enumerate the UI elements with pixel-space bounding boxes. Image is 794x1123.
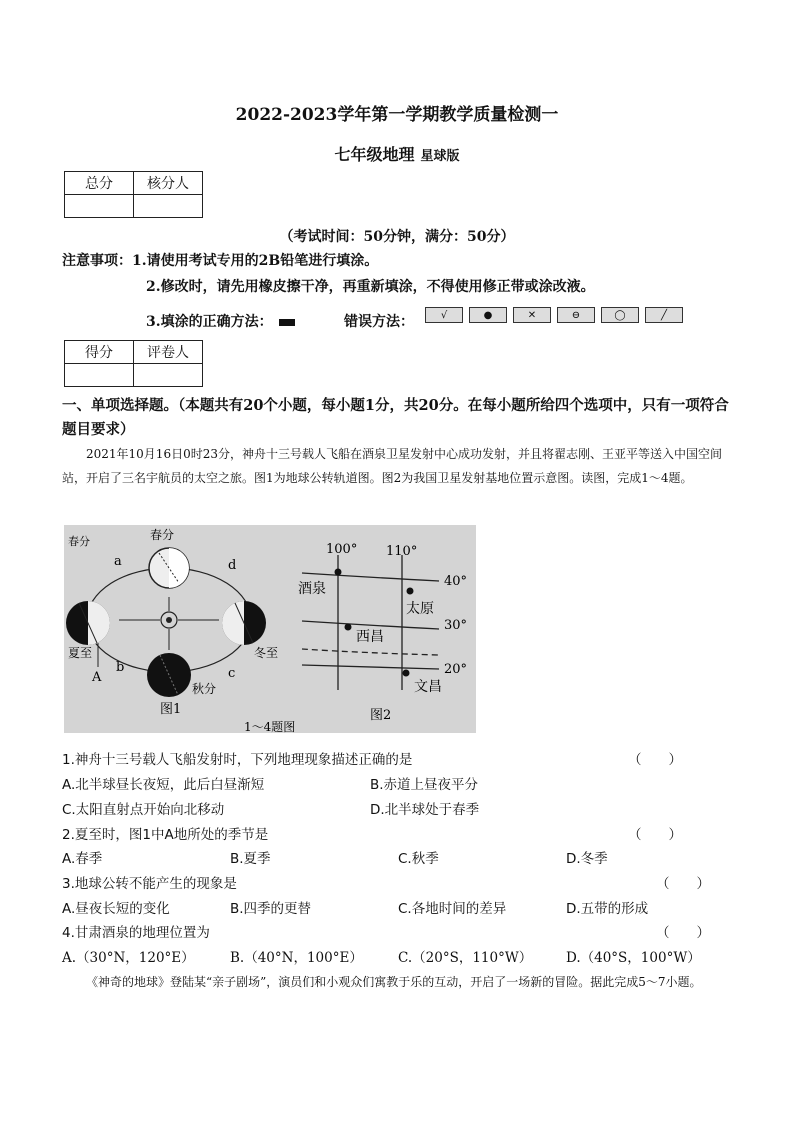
total-score-table (64, 171, 203, 218)
fig1-caption: 图1 (160, 702, 182, 717)
note-3 (146, 311, 295, 331)
edition-label: 星球版 (420, 149, 460, 164)
figure-panel (64, 525, 476, 733)
question-2-answer-paren[interactable]: （ ） (628, 827, 682, 843)
score-header: 得分 (65, 341, 134, 364)
subject-label: 七年级地理 (334, 145, 415, 164)
section-heading: 一、单项选择题。（本题共有20个小题，每小题1分，共20分。在每小题所给四个选项中，只有一项符合题目要求） (62, 397, 729, 438)
question-3-stem: 3.地球公转不能产生的现象是 (62, 876, 237, 892)
fig1-winter: 冬至 (254, 646, 279, 660)
wrong-methods-icons (425, 307, 683, 323)
sun-core (166, 617, 172, 623)
grader-cell[interactable] (134, 364, 203, 387)
q3-option-d[interactable]: D.五带的形成 (566, 901, 649, 917)
score-cell[interactable] (65, 364, 134, 387)
q3-option-b[interactable]: B.四季的更替 (230, 901, 312, 917)
outro-paragraph: 《神奇的地球》登陆某“亲子剧场”，演员们和小观众们寓教于乐的互动，开启了一场新的冒险。据此完成5～7小题。 (86, 975, 702, 989)
notes-label: 注意事项： (62, 253, 132, 269)
question-4-stem: 4.甘肃酒泉的地理位置为 (62, 925, 210, 941)
fig2-lat20: 20° (444, 662, 468, 677)
fig2-lat30: 30° (444, 618, 468, 633)
q2-option-b[interactable]: B.夏季 (230, 851, 271, 867)
dot-icon: ● (469, 307, 507, 323)
cross-icon: ✕ (513, 307, 551, 323)
fig1-spring-text: 春分 (150, 528, 175, 542)
check-mark-icon: √ (425, 307, 463, 323)
q1-option-a[interactable]: A.北半球昼长夜短，此后白昼渐短 (62, 777, 265, 793)
note-2: 2.修改时，请先用橡皮擦干净，再重新填涂，不得使用修正带或涂改液。 (146, 279, 595, 295)
fig1-b: b (116, 660, 125, 675)
q4-option-d[interactable]: D.（40°S，100°W） (566, 950, 701, 966)
fig1-d: d (228, 558, 237, 573)
wrong-method-label: 错误方法： (344, 314, 414, 330)
exam-info: （考试时间：50分钟，满分：50分） (279, 229, 515, 245)
question-2-stem: 2.夏至时，图1中A地所处的季节是 (62, 827, 269, 843)
note-3-label: 3.填涂的正确方法： (146, 314, 273, 330)
q1-option-b[interactable]: B.赤道上昼夜平分 (370, 777, 479, 793)
fig1-c: c (228, 666, 236, 681)
fig2-xichang: 西昌 (356, 629, 384, 645)
question-1-stem: 1.神舟十三号载人飞船发射时，下列地理现象描述正确的是 (62, 752, 413, 768)
score-table (64, 340, 203, 387)
fig2-lat40: 40° (444, 574, 468, 589)
question-3-answer-paren[interactable]: （ ） (656, 876, 710, 892)
q2-option-a[interactable]: A.春季 (62, 851, 103, 867)
notes-n1-line (62, 250, 378, 270)
q3-option-a[interactable]: A.昼夜长短的变化 (62, 901, 170, 917)
q2-option-c[interactable]: C.秋季 (398, 851, 439, 867)
question-4-answer-paren[interactable]: （ ） (656, 925, 710, 941)
q2-option-d[interactable]: D.冬季 (566, 851, 608, 867)
question-1-answer-paren[interactable]: （ ） (628, 752, 682, 768)
fig2-taiyuan: 太原 (406, 601, 434, 617)
fig2-jiuquan: 酒泉 (298, 581, 326, 597)
fig1-summer: 夏至 (68, 646, 93, 660)
note-1: 1.请使用考试专用的2B铅笔进行填涂。 (132, 253, 379, 269)
fig2-caption: 图2 (370, 708, 392, 723)
total-score-header: 总分 (65, 172, 134, 195)
fig2-wenchang: 文昌 (414, 679, 442, 695)
fig1-autumn: 秋分 (192, 682, 217, 696)
q4-option-a[interactable]: A.（30°N，120°E） (62, 950, 195, 966)
q4-option-b[interactable]: B.（40°N，100°E） (230, 950, 363, 966)
q1-option-d[interactable]: D.北半球处于春季 (370, 802, 480, 818)
exam-subtitle (0, 142, 794, 165)
section-intro: 2021年10月16日0时23分，神舟十三号载人飞船在酒泉卫星发射中心成功发射，并且将翟志刚、王亚平等送入中国空间站，开启了三名宇航员的太空之旅。图1为地球公转轨道图。图2为我国卫星发射基地位置示意图。读图，完成1～4题。 (62, 447, 722, 485)
fig2-lon100: 100° (326, 542, 358, 557)
fig1-A: A (92, 670, 102, 685)
q3-option-c[interactable]: C.各地时间的差异 (398, 901, 507, 917)
fig2-lon110: 110° (386, 544, 418, 559)
q4-option-c[interactable]: C.（20°S，110°W） (398, 950, 533, 966)
total-score-cell[interactable] (65, 195, 134, 218)
checker-header: 核分人 (134, 172, 203, 195)
circle-icon: ◯ (601, 307, 639, 323)
exam-title: 2022-2023学年第一学期教学质量检测一 (235, 105, 559, 125)
correct-fill-icon (279, 319, 295, 326)
slash-icon: ╱ (645, 307, 683, 323)
q1-option-c[interactable]: C.太阳直射点开始向北移动 (62, 802, 225, 818)
grader-header: 评卷人 (134, 341, 203, 364)
orbit-and-map-figure (64, 525, 476, 733)
fig1-spring-label: 春分 (68, 535, 90, 548)
figure-caption: 1～4题图 (244, 720, 296, 733)
ellipse-icon: ⊖ (557, 307, 595, 323)
fig1-a: a (114, 554, 122, 569)
checker-cell[interactable] (134, 195, 203, 218)
